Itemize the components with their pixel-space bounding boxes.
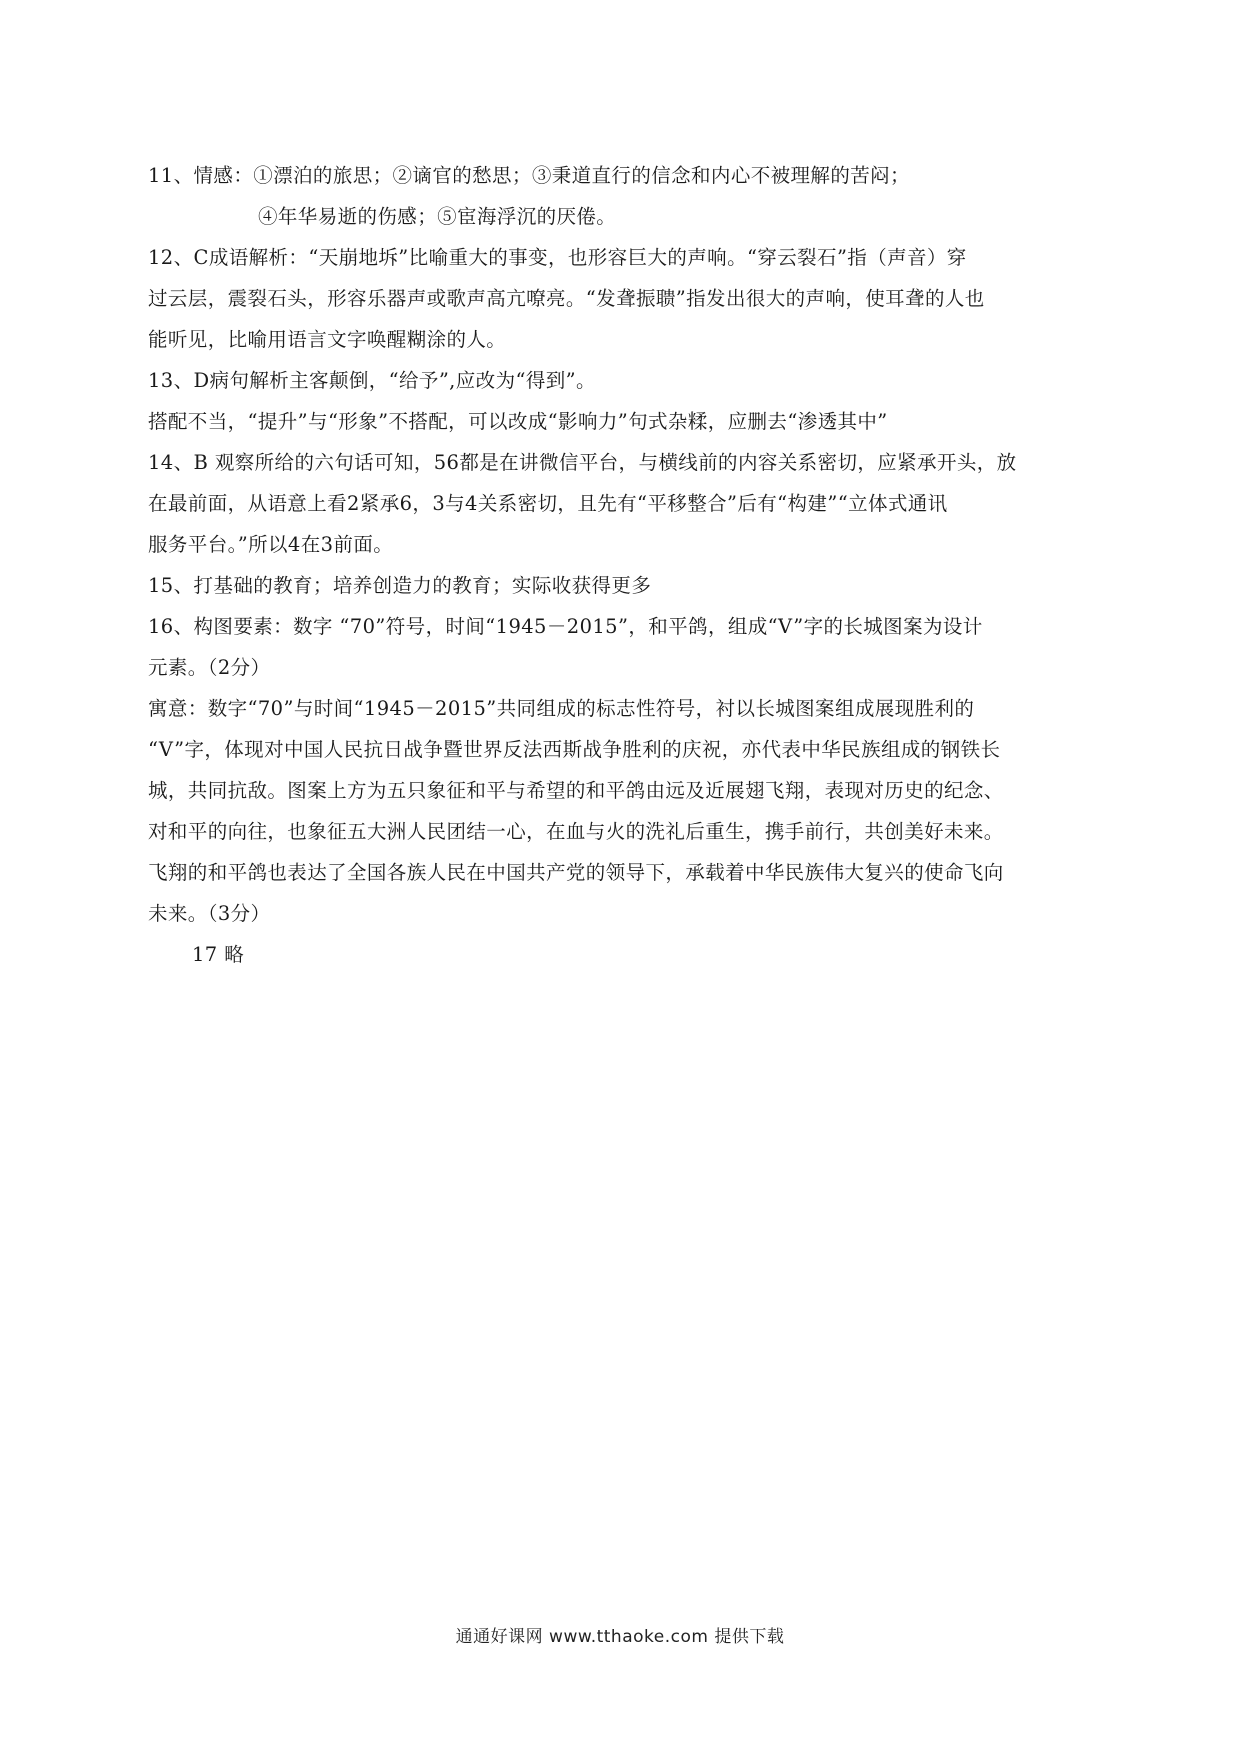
answer-14-line-1: 14、B 观察所给的六句话可知，56都是在讲微信平台，与横线前的内容关系密切，应紧承开头，放 [148,451,1017,474]
answer-12-line-3: 能听见，比喻用语言文字唤醒糊涂的人。 [148,328,507,351]
answer-16-line-1: 16、构图要素：数字 “70”符号，时间“1945－2015”，和平鸽，组成“V”字的长城图案为设计 [148,615,983,638]
answer-15-line-1: 15、打基础的教育；培养创造力的教育；实际收获得更多 [148,574,652,597]
answer-11-line-1: 11、情感：①漂泊的旅思；②谪官的愁思；③秉道直行的信念和内心不被理解的苦闷； [148,164,910,187]
answer-14-line-3: 服务平台。”所以4在3前面。 [148,533,394,556]
page-footer: 通通好课网 www.tthaoke.com 提供下载 [455,1627,785,1647]
answer-16-meaning-line-3: 城，共同抗敌。图案上方为五只象征和平与希望的和平鸽由远及近展翅飞翔，表现对历史的纪念、 [148,779,1004,802]
answer-16-meaning-line-2: “V”字，体现对中国人民抗日战争暨世界反法西斯战争胜利的庆祝，亦代表中华民族组成的钢铁长 [148,738,1001,761]
answer-13-line-2: 搭配不当，“提升”与“形象”不搭配，可以改成“影响力”句式杂糅，应删去“渗透其中” [148,410,888,433]
answer-16-meaning-line-1: 寓意：数字“70”与时间“1945－2015”共同组成的标志性符号，衬以长城图案组成展现胜利的 [148,697,975,720]
answer-14-line-2: 在最前面，从语意上看2紧承6，3与4关系密切，且先有“平移整合”后有“构建”“立体式通讯 [148,492,948,515]
answer-17-line-1: 17 略 [192,943,245,966]
answer-16-meaning-line-4: 对和平的向往，也象征五大洲人民团结一心，在血与火的洗礼后重生，携手前行，共创美好未来。 [148,820,1004,843]
answer-11-line-2: ④年华易逝的伤感；⑤宦海浮沉的厌倦。 [258,205,617,228]
answer-key-body [148,155,1108,975]
answer-16-meaning-line-5: 飞翔的和平鸽也表达了全国各族人民在中国共产党的领导下，承载着中华民族伟大复兴的使命飞向 [148,861,1004,884]
answer-16-meaning-line-6: 未来。（3分） [148,902,271,925]
answer-12-line-1: 12、C成语解析：“天崩地坼”比喻重大的事变，也形容巨大的声响。“穿云裂石”指（声音）穿 [148,246,967,269]
answer-12-line-2: 过云层，震裂石头，形容乐器声或歌声高亢嘹亮。“发聋振聩”指发出很大的声响，使耳聋的人也 [148,287,985,310]
answer-16-line-2: 元素。（2分） [148,656,271,679]
answer-13-line-1: 13、D病句解析主客颠倒，“给予”,应改为“得到”。 [148,369,596,392]
